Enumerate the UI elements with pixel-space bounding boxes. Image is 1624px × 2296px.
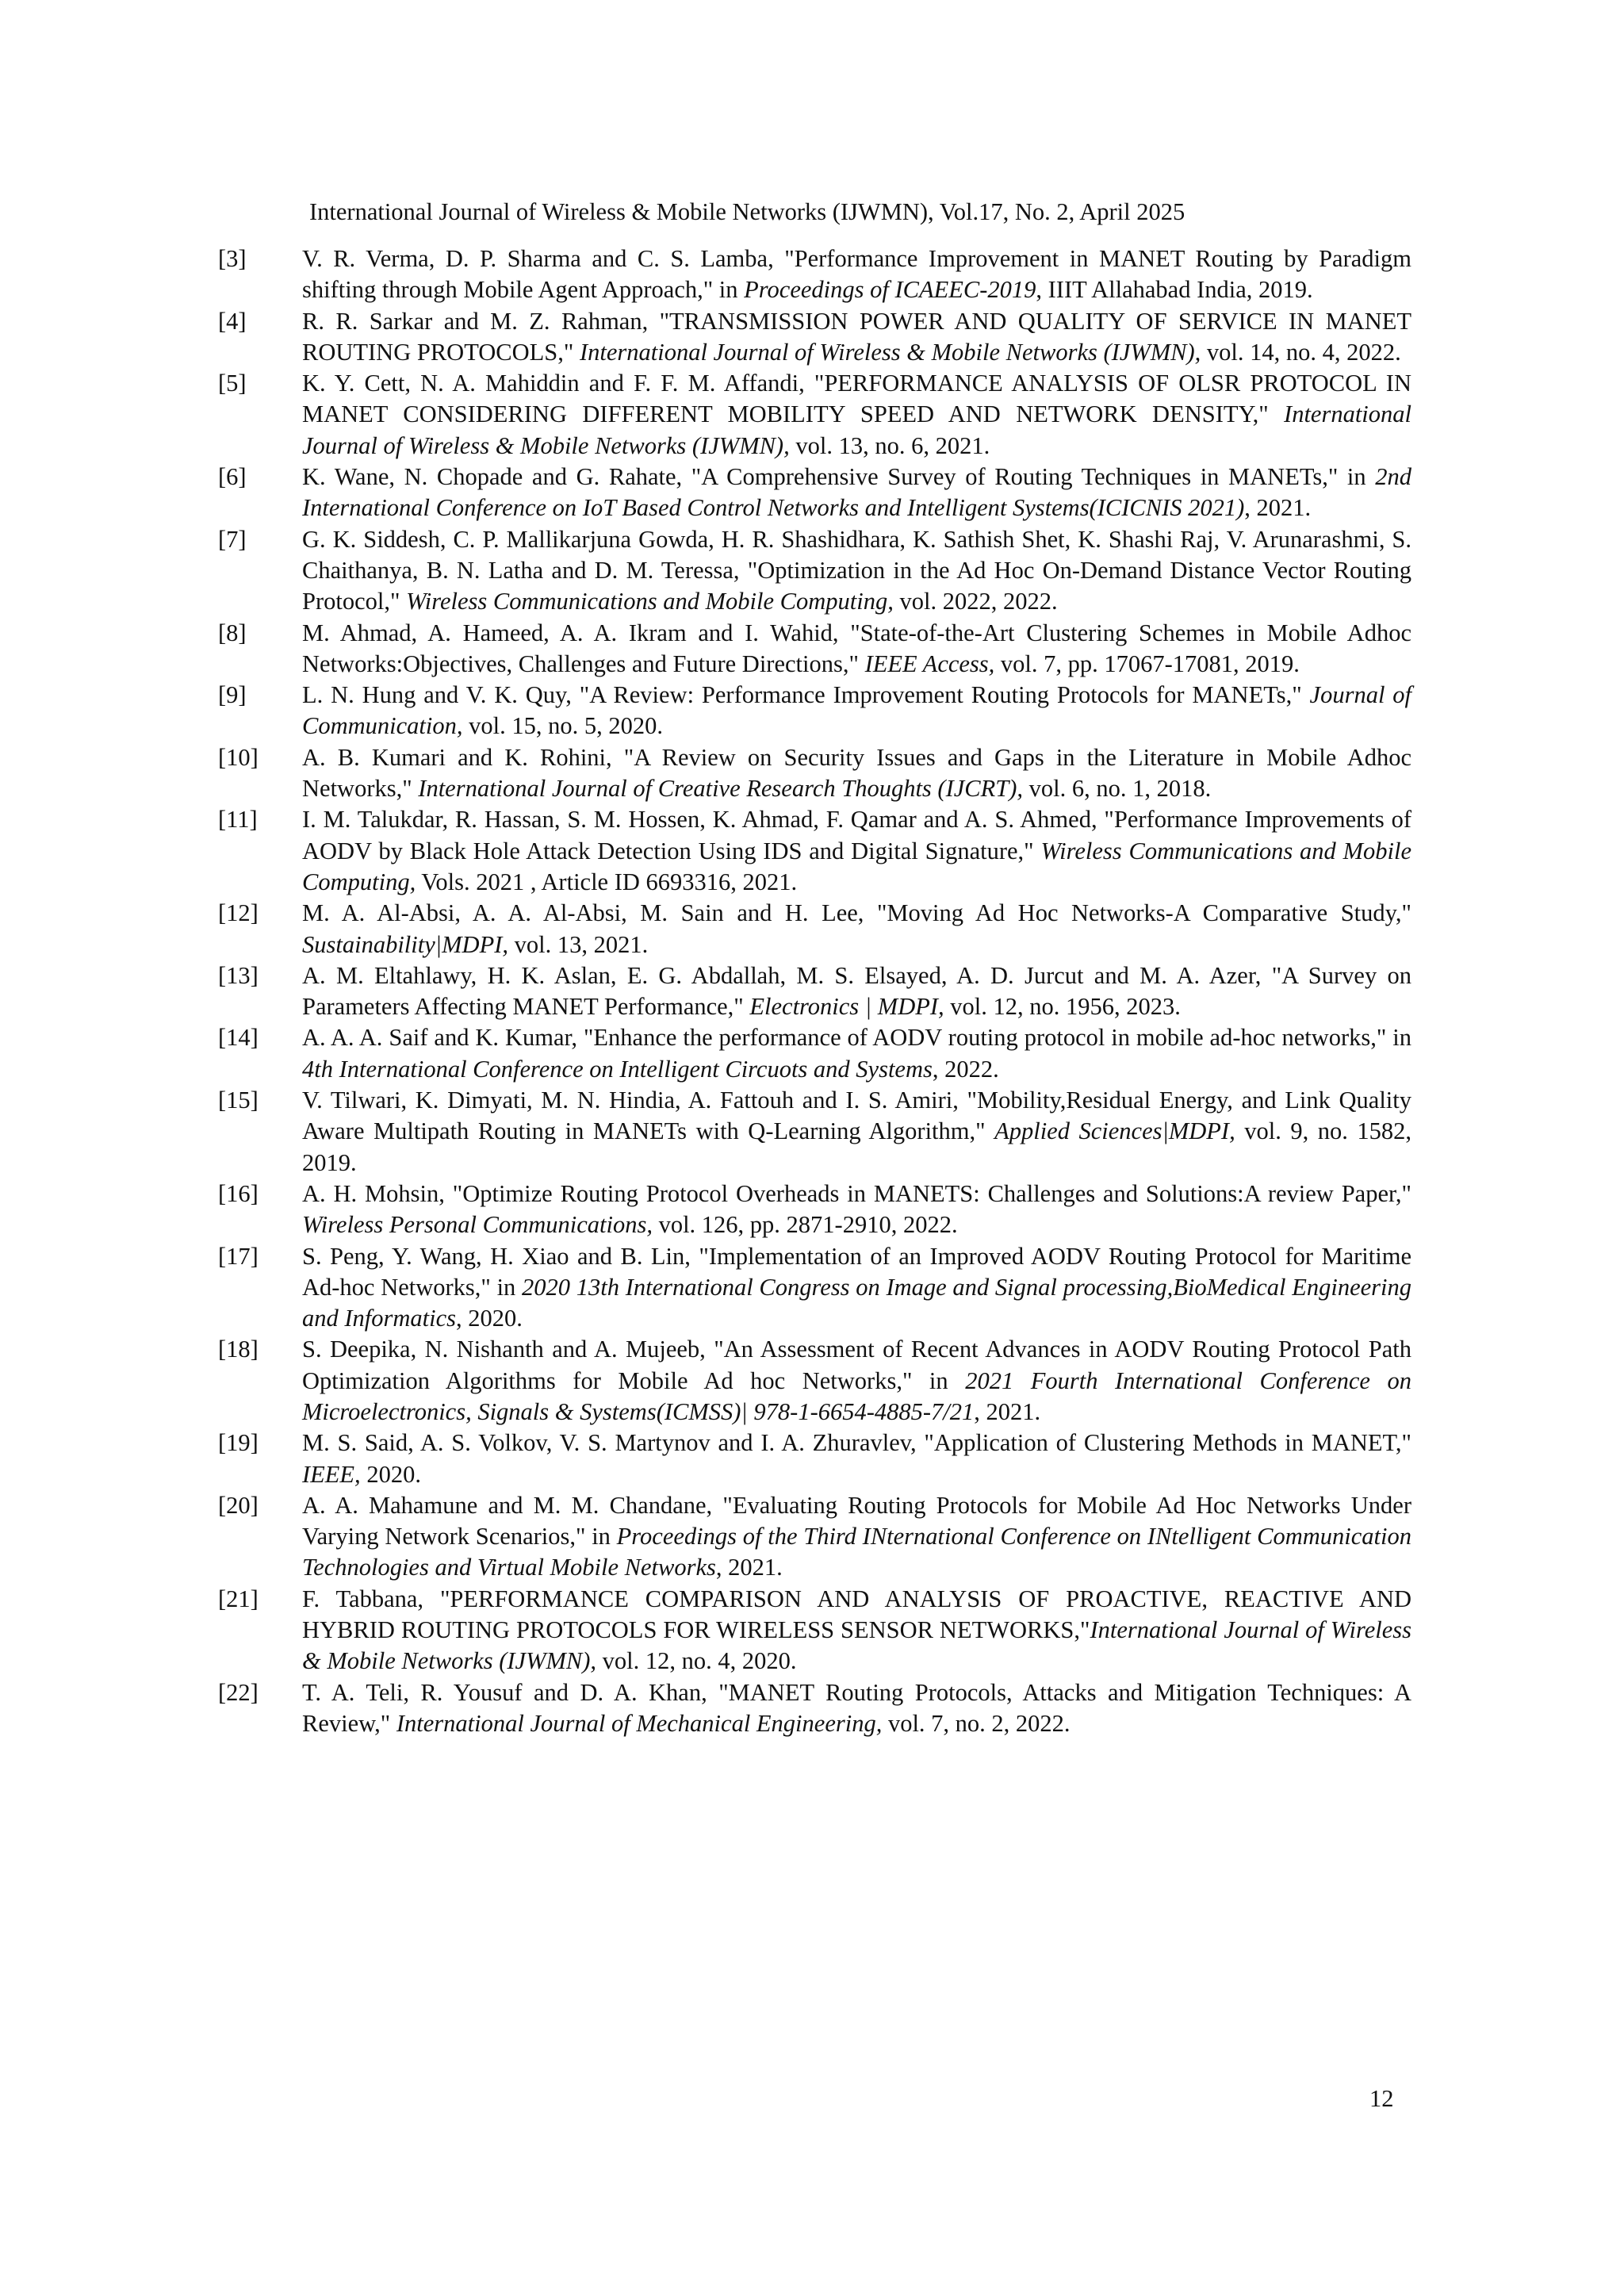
- reference-number: [8]: [218, 619, 247, 646]
- reference-segment: A. M. Eltahlawy, H. K. Aslan, E. G. Abdallah, M. S. Elsayed, A. D. Jurcut and M. A. Azer, "A Survey on Parameters Affecting MANET Performance,": [302, 961, 1411, 1021]
- reference-number: [17]: [218, 1242, 259, 1270]
- reference-segment: I. M. Talukdar, R. Hassan, S. M. Hossen, K. Ahmad, F. Qamar and A. S. Ahmed, "Performance Improvements of AODV by Black Hole Attack Detection Using IDS and Digital Signature,": [302, 806, 1411, 864]
- reference-number: [19]: [218, 1429, 259, 1457]
- reference-segment: vol. 7, no. 2, 2022.: [882, 1709, 1071, 1737]
- reference-item: [218, 524, 1411, 618]
- reference-text: [302, 742, 1411, 805]
- reference-number: [11]: [218, 806, 258, 834]
- reference-venue: International Journal of Wireless & Mobile Networks (IJWMN),: [302, 1616, 1411, 1675]
- reference-text: [302, 804, 1411, 898]
- reference-venue: International Journal of Creative Research Thoughts (IJCRT),: [418, 775, 1023, 803]
- reference-text: [302, 306, 1411, 369]
- reference-venue: Proceedings of the Third INternational Conference on INtelligent Communication Technologies and Virtual Mobile Networks: [302, 1523, 1411, 1581]
- reference-list: [218, 243, 1411, 1739]
- reference-venue: Wireless Communications and Mobile Computing,: [302, 837, 1411, 895]
- reference-text: [302, 524, 1411, 618]
- reference-item: [218, 306, 1411, 369]
- reference-text: [302, 368, 1411, 462]
- reference-segment: vol. 12, no. 1956, 2023.: [944, 993, 1181, 1021]
- reference-segment: S. Deepika, N. Nishanth and A. Mujeeb, "An Assessment of Recent Advances in AODV Routing Protocol Path Optimization Algorithms for Mobile Ad hoc Networks," in: [302, 1336, 1411, 1394]
- reference-segment: K. Wane, N. Chopade and G. Rahate, "A Comprehensive Survey of Routing Techniques in MANETs," in: [302, 463, 1376, 491]
- reference-item: [218, 742, 1411, 805]
- reference-venue: 2nd International Conference on IoT Based Control Networks and Intelligent Systems(ICICNIS 2021): [302, 463, 1411, 522]
- reference-item: [218, 1179, 1411, 1241]
- reference-segment: L. N. Hung and V. K. Quy, "A Review: Performance Improvement Routing Protocols for MANETs,": [302, 681, 1310, 709]
- reference-segment: 2020.: [360, 1460, 421, 1488]
- reference-venue: Sustainability|MDPI,: [302, 930, 508, 958]
- reference-text: [302, 1677, 1411, 1740]
- reference-segment: A. A. Mahamune and M. M. Chandane, "Evaluating Routing Protocols for Mobile Ad Hoc Networks Under Varying Network Scenarios," in: [302, 1491, 1411, 1550]
- reference-text: [302, 1428, 1411, 1490]
- reference-segment: vol. 9, no. 1582, 2019.: [302, 1117, 1411, 1176]
- reference-text: [302, 462, 1411, 524]
- reference-number: [12]: [218, 899, 259, 927]
- reference-segment: vol. 6, no. 1, 2018.: [1022, 775, 1212, 803]
- reference-segment: V. Tilwari, K. Dimyati, M. N. Hindia, A. Fattouh and I. S. Amiri, "Mobility,Residual Energy, and Link Quality Aware Multipath Routing in MANETs with Q-Learning Algorithm,": [302, 1087, 1411, 1145]
- reference-number: [21]: [218, 1585, 259, 1612]
- reference-item: [218, 462, 1411, 524]
- reference-venue: Journal of Communication,: [302, 681, 1411, 740]
- reference-item: [218, 804, 1411, 898]
- reference-segment: , 2020.: [456, 1305, 523, 1332]
- reference-number: [3]: [218, 245, 247, 272]
- reference-segment: S. Peng, Y. Wang, H. Xiao and B. Lin, "Implementation of an Improved AODV Routing Protocol for Maritime Ad-hoc Networks," in: [302, 1242, 1411, 1301]
- reference-segment: vol. 12, no. 4, 2020.: [596, 1647, 797, 1675]
- reference-number: [14]: [218, 1024, 259, 1052]
- reference-number: [22]: [218, 1678, 259, 1706]
- reference-number: [13]: [218, 961, 259, 989]
- reference-venue: Applied Sciences|MDPI,: [994, 1117, 1235, 1145]
- reference-venue: Wireless Personal Communications,: [302, 1211, 653, 1239]
- reference-venue: International Journal of Wireless & Mobile Networks (IJWMN),: [302, 401, 1411, 459]
- reference-segment: , 2021.: [1244, 494, 1312, 522]
- reference-segment: A. H. Mohsin, "Optimize Routing Protocol Overheads in MANETS: Challenges and Solutions:A review Paper,": [302, 1179, 1411, 1207]
- reference-segment: A. A. A. Saif and K. Kumar, "Enhance the performance of AODV routing protocol in mobile ad-hoc networks," in: [302, 1024, 1411, 1052]
- reference-segment: , IIIT Allahabad India, 2019.: [1036, 276, 1313, 304]
- reference-number: [18]: [218, 1336, 259, 1363]
- reference-venue: Electronics | MDPI,: [749, 993, 944, 1021]
- reference-text: [302, 1584, 1411, 1677]
- reference-venue: 4th International Conference on Intelligent Circuots and Systems: [302, 1055, 933, 1083]
- reference-item: [218, 1490, 1411, 1584]
- reference-segment: T. A. Teli, R. Yousuf and D. A. Khan, "MANET Routing Protocols, Attacks and Mitigation Techniques: A Review,": [302, 1678, 1411, 1737]
- reference-segment: vol. 14, no. 4, 2022.: [1201, 338, 1401, 366]
- reference-item: [218, 1022, 1411, 1085]
- reference-number: [5]: [218, 370, 247, 397]
- reference-item: [218, 1241, 1411, 1335]
- running-header: International Journal of Wireless & Mobile Networks (IJWMN), Vol.17, No. 2, April 2025: [309, 198, 1185, 225]
- reference-item: [218, 368, 1411, 462]
- reference-number: [20]: [218, 1491, 259, 1519]
- reference-item: [218, 1677, 1411, 1740]
- reference-segment: M. Ahmad, A. Hameed, A. A. Ikram and I. Wahid, "State-of-the-Art Clustering Schemes in Mobile Adhoc Networks:Objectives, Challenges and Future Directions,": [302, 619, 1411, 677]
- reference-text: [302, 1022, 1411, 1085]
- reference-venue: International Journal of Wireless & Mobile Networks (IJWMN),: [579, 338, 1201, 366]
- reference-item: [218, 618, 1411, 680]
- reference-item: [218, 1334, 1411, 1428]
- reference-segment: vol. 13, 2021.: [508, 930, 649, 958]
- reference-item: [218, 680, 1411, 742]
- reference-segment: vol. 2022, 2022.: [893, 588, 1058, 615]
- reference-venue: IEEE,: [302, 1460, 361, 1488]
- reference-text: [302, 1490, 1411, 1584]
- reference-text: [302, 1334, 1411, 1428]
- reference-segment: V. R. Verma, D. P. Sharma and C. S. Lamba, "Performance Improvement in MANET Routing by Paradigm shifting through Mobile Agent Approach," in: [302, 245, 1411, 304]
- reference-number: [6]: [218, 463, 247, 491]
- reference-venue: Proceedings of ICAEEC-2019: [744, 276, 1036, 304]
- reference-segment: K. Y. Cett, N. A. Mahiddin and F. F. M. Affandi, "PERFORMANCE ANALYSIS OF OLSR PROTOCOL IN MANET CONSIDERING DIFFERENT MOBILITY SPEED AND NETWORK DENSITY,": [302, 370, 1411, 428]
- reference-number: [15]: [218, 1087, 259, 1114]
- reference-segment: A. B. Kumari and K. Rohini, "A Review on Security Issues and Gaps in the Literature in Mobile Adhoc Networks,": [302, 743, 1411, 803]
- reference-item: [218, 960, 1411, 1023]
- reference-number: [7]: [218, 525, 247, 553]
- reference-segment: R. R. Sarkar and M. Z. Rahman, "TRANSMISSION POWER AND QUALITY OF SERVICE IN MANET ROUTING PROTOCOLS,": [302, 307, 1411, 366]
- reference-text: [302, 243, 1411, 306]
- reference-segment: vol. 7, pp. 17067-17081, 2019.: [994, 650, 1300, 677]
- reference-text: [302, 960, 1411, 1023]
- reference-item: [218, 1584, 1411, 1677]
- reference-item: [218, 898, 1411, 960]
- reference-segment: F. Tabbana, "PERFORMANCE COMPARISON AND ANALYSIS OF PROACTIVE, REACTIVE AND HYBRID ROUTING PROTOCOLS FOR WIRELESS SENSOR NETWORKS,": [302, 1585, 1411, 1644]
- reference-text: [302, 898, 1411, 960]
- reference-segment: , 2021.: [974, 1397, 1041, 1425]
- page-number: 12: [1369, 2085, 1394, 2112]
- reference-number: [10]: [218, 743, 259, 771]
- reference-venue: 2020 13th International Congress on Image and Signal processing,BioMedical Engineering and Informatics: [302, 1273, 1411, 1332]
- reference-segment: G. K. Siddesh, C. P. Mallikarjuna Gowda, H. R. Shashidhara, K. Sathish Shet, K. Shashi Raj, V. Arunarashmi, S. Chaithanya, B. N. Latha and D. M. Teressa, "Optimization in the Ad Hoc On-Demand Distance Vector Routing Protocol,": [302, 525, 1411, 615]
- reference-item: [218, 1428, 1411, 1490]
- reference-number: [4]: [218, 307, 247, 335]
- reference-text: [302, 680, 1411, 742]
- reference-venue: 2021 Fourth International Conference on Microelectronics, Signals & Systems(ICMSS)| 978-1-6654-4885-7/21: [302, 1366, 1411, 1425]
- reference-venue: International Journal of Mechanical Engineering,: [396, 1709, 883, 1737]
- reference-segment: vol. 13, no. 6, 2021.: [789, 431, 990, 459]
- reference-text: [302, 1179, 1411, 1241]
- reference-segment: M. A. Al-Absi, A. A. Al-Absi, M. Sain and H. Lee, "Moving Ad Hoc Networks-A Comparative Study,": [302, 899, 1411, 927]
- reference-text: [302, 618, 1411, 680]
- reference-venue: Wireless Communications and Mobile Computing,: [406, 588, 894, 615]
- reference-segment: , 2021.: [715, 1554, 783, 1581]
- reference-text: [302, 1241, 1411, 1335]
- reference-item: [218, 1085, 1411, 1179]
- reference-segment: M. S. Said, A. S. Volkov, V. S. Martynov and I. A. Zhuravlev, "Application of Clustering Methods in MANET,": [302, 1429, 1411, 1457]
- reference-segment: vol. 15, no. 5, 2020.: [462, 712, 663, 740]
- reference-item: [218, 243, 1411, 306]
- reference-segment: Vols. 2021 , Article ID 6693316, 2021.: [416, 868, 798, 895]
- reference-number: [9]: [218, 681, 247, 709]
- reference-number: [16]: [218, 1179, 259, 1207]
- reference-text: [302, 1085, 1411, 1179]
- reference-segment: , 2022.: [932, 1055, 999, 1083]
- reference-segment: vol. 126, pp. 2871-2910, 2022.: [652, 1211, 958, 1239]
- reference-venue: IEEE Access,: [864, 650, 995, 677]
